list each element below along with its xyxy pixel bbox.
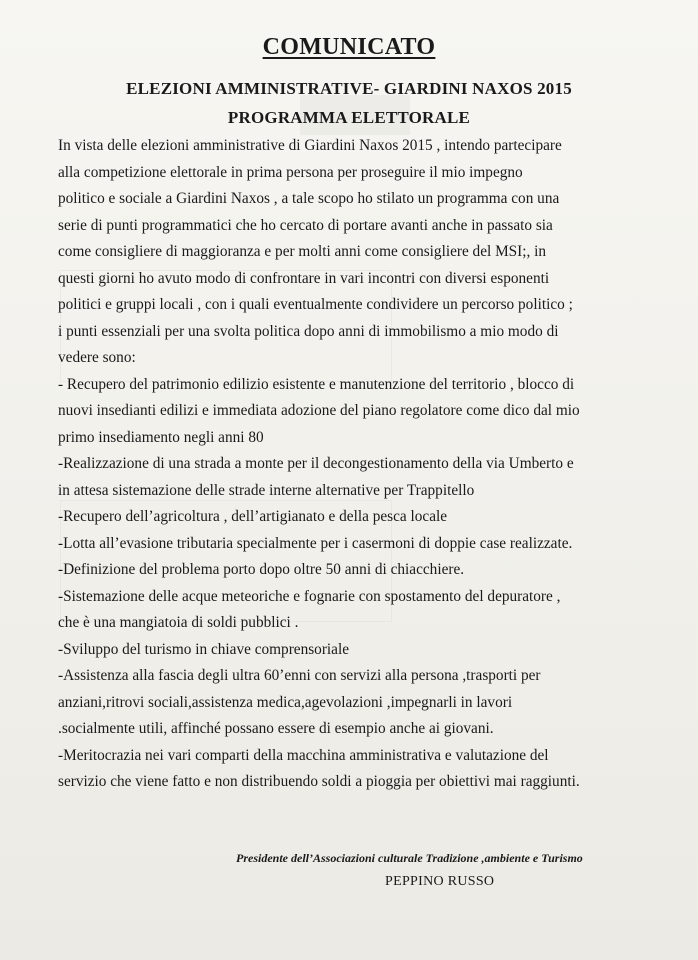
signature-name: PEPPINO RUSSO xyxy=(385,874,495,889)
body-line: In vista delle elezioni amministrative di Giardini Naxos 2015 , intendo partecipare xyxy=(58,137,562,154)
program-point: -Sviluppo del turismo in chiave comprensoriale xyxy=(58,640,349,658)
program-point: - Recupero del patrimonio edilizio esistente e manutenzione del territorio , blocco di xyxy=(58,375,575,393)
body-line: serie di punti programmatici che ho cercato di portare avanti anche in passato sia xyxy=(58,216,553,234)
body-line: primo insediamento negli anni 80 xyxy=(58,428,264,446)
body-line: politici e gruppi locali , con i quali eventualmente condividere un percorso politico ; xyxy=(58,296,573,313)
body-line: vedere sono: xyxy=(58,349,136,366)
program-subtitle: PROGRAMMA ELETTORALE xyxy=(227,108,471,127)
program-point: -Definizione del problema porto dopo oltre 50 anni di chiacchiere. xyxy=(58,561,465,578)
program-point: -Sistemazione delle acque meteoriche e fognarie con spostamento del depuratore , xyxy=(58,587,561,605)
program-point: -Recupero dell’agricoltura , dell’artigianato e della pesca locale xyxy=(58,508,448,525)
signature-role: Presidente dell’Associazioni culturale Tradizione ,ambiente e Turismo xyxy=(236,851,583,865)
body-line: i punti essenziali per una svolta politica dopo anni di immobilismo a mio modo di xyxy=(58,322,559,340)
body-line: politico e sociale a Giardini Naxos , a tale scopo ho stilato un programma con una xyxy=(58,190,560,207)
body-line: in attesa sistemazione delle strade interne alternative per Trappitello xyxy=(58,481,475,499)
program-point: -Meritocrazia nei vari comparti della macchina amministrativa e valutazione del xyxy=(58,746,549,764)
program-point: -Lotta all’evasione tributaria specialmente per i casermoni di doppie case realizzate. xyxy=(58,534,573,552)
body-line: questi giorni ho avuto modo di confrontare in vari incontri con diversi esponenti xyxy=(58,269,550,287)
program-body xyxy=(58,133,658,796)
body-line: nuovi insedianti edilizi e immediata adozione del piano regolatore come dico dal mio xyxy=(58,402,580,419)
program-point: -Assistenza alla fascia degli ultra 60’enni con servizi alla persona ,trasporti per xyxy=(58,667,541,684)
body-line: come consigliere di maggioranza e per molti anni come consigliere del MSI;, in xyxy=(58,243,547,260)
program-point: -Realizzazione di una strada a monte per il decongestionamento della via Umberto e xyxy=(58,455,574,472)
page-title: COMUNICATO xyxy=(262,34,436,60)
body-line: anziani,ritrovi sociali,assistenza medica,agevolazioni ,impegnarli in lavori xyxy=(58,693,513,711)
body-line: che è una mangiatoia di soldi pubblici . xyxy=(58,614,299,631)
election-subtitle: ELEZIONI AMMINISTRATIVE- GIARDINI NAXOS 2015 xyxy=(126,79,572,98)
body-line: .socialmente utili, affinché possano essere di esempio anche ai giovani. xyxy=(58,720,494,737)
body-line: alla competizione elettorale in prima persona per proseguire il mio impegno xyxy=(58,163,523,181)
body-line: servizio che viene fatto e non distribuendo soldi a pioggia per obiettivi mai raggiunti. xyxy=(58,773,580,790)
